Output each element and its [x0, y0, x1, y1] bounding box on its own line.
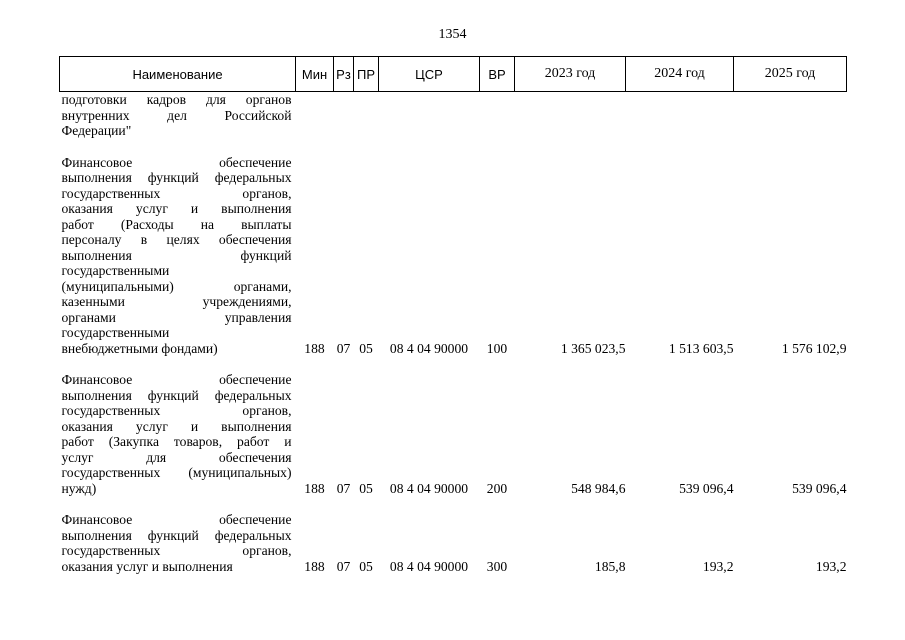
row-name-line: Финансовое обеспечение — [61, 154, 292, 170]
row-name-line: внебюджетными фондами) — [61, 340, 218, 356]
row-name-line: работ (Закупка товаров, работ и — [61, 434, 292, 449]
row-name-line: органами управления — [61, 309, 292, 325]
row-value-2025: 193,2 — [815, 558, 847, 574]
row-csr — [379, 92, 480, 139]
row-rz: 07 — [336, 558, 351, 574]
budget-table — [59, 56, 847, 574]
row-name-line: подготовки кадров для органов — [61, 92, 292, 107]
row-name-line: персоналу в целях обеспечения — [61, 232, 292, 247]
row-min: 188 — [304, 340, 325, 356]
row-name-line: оказания услуг и выполнения — [61, 201, 292, 216]
table-row — [60, 155, 847, 357]
row-value-2023: 1 365 023,5 — [560, 340, 626, 356]
row-pr: 05 — [359, 480, 373, 496]
row-value-2024 — [626, 92, 734, 139]
row-name-line: выполнения функций федеральных — [61, 387, 292, 403]
row-value-2025: 1 576 102,9 — [781, 340, 847, 356]
row-separator — [60, 496, 847, 512]
table-header — [60, 57, 847, 92]
col-header-name: Наименование — [60, 57, 296, 92]
row-pr: 05 — [359, 340, 373, 356]
row-value-2024: 193,2 — [702, 558, 734, 574]
row-name-line: услуг для обеспечения — [61, 449, 292, 465]
row-name-line: государственными — [61, 263, 170, 278]
row-name-line: нужд) — [61, 480, 97, 496]
col-header-2023: 2023 год — [515, 57, 626, 92]
row-separator — [60, 139, 847, 155]
table-row — [60, 512, 847, 574]
row-name — [60, 512, 296, 574]
col-header-rz: Рз — [334, 57, 354, 92]
row-vr — [480, 92, 515, 139]
row-min: 188 — [304, 480, 325, 496]
col-header-pr: ПР — [354, 57, 379, 92]
row-name-line: Федерации" — [61, 123, 132, 138]
row-name-line: выполнения функций — [61, 247, 292, 263]
col-header-min: Мин — [296, 57, 334, 92]
row-name-line: внутренних дел Российской — [61, 107, 292, 123]
row-value-2024: 539 096,4 — [679, 480, 734, 496]
row-name-line: Финансовое обеспечение — [61, 512, 292, 527]
row-vr: 300 — [486, 558, 508, 574]
row-name-line: государственных (муниципальных) — [61, 465, 292, 480]
row-pr: 05 — [359, 558, 373, 574]
row-name — [60, 155, 296, 357]
row-name-line: выполнения функций федеральных — [61, 170, 292, 185]
row-value-2024: 1 513 603,5 — [668, 340, 734, 356]
row-separator — [60, 356, 847, 372]
row-separator-cell — [60, 356, 847, 372]
row-name-line: государственными — [61, 325, 170, 340]
row-csr: 08 4 04 90000 — [389, 558, 469, 574]
row-name-line: Финансовое обеспечение — [61, 372, 292, 387]
row-name-line: работ (Расходы на выплаты — [61, 216, 292, 232]
row-rz: 07 — [336, 480, 351, 496]
row-csr: 08 4 04 90000 — [389, 340, 469, 356]
row-name-line: казенными учреждениями, — [61, 294, 292, 309]
row-name-line: государственных органов, — [61, 185, 292, 201]
col-header-2025: 2025 год — [734, 57, 847, 92]
row-value-2025 — [734, 92, 847, 139]
row-separator-cell — [60, 496, 847, 512]
row-name-line: государственных органов, — [61, 543, 292, 558]
table-row — [60, 372, 847, 496]
row-csr: 08 4 04 90000 — [389, 480, 469, 496]
row-value-2025: 539 096,4 — [792, 480, 847, 496]
col-header-vr: ВР — [480, 57, 515, 92]
row-name — [60, 92, 296, 139]
row-separator-cell — [60, 139, 847, 155]
col-header-csr: ЦСР — [379, 57, 480, 92]
row-vr: 200 — [486, 480, 508, 496]
row-name-line: выполнения функций федеральных — [61, 527, 292, 543]
row-rz — [334, 92, 354, 139]
row-name — [60, 372, 296, 496]
row-vr: 100 — [486, 340, 508, 356]
row-value-2023 — [515, 92, 626, 139]
row-name-line: (муниципальными) органами, — [61, 278, 292, 294]
table-body — [60, 92, 847, 575]
row-rz: 07 — [336, 340, 351, 356]
table-row — [60, 92, 847, 139]
row-min — [296, 92, 334, 139]
row-name-line: оказания услуг и выполнения — [61, 558, 233, 574]
row-pr — [354, 92, 379, 139]
row-min: 188 — [304, 558, 325, 574]
page-number: 1354 — [438, 27, 467, 42]
row-name-line: оказания услуг и выполнения — [61, 418, 292, 434]
row-value-2023: 185,8 — [594, 558, 626, 574]
row-value-2023: 548 984,6 — [571, 480, 626, 496]
row-name-line: государственных органов, — [61, 403, 292, 418]
col-header-2024: 2024 год — [626, 57, 734, 92]
